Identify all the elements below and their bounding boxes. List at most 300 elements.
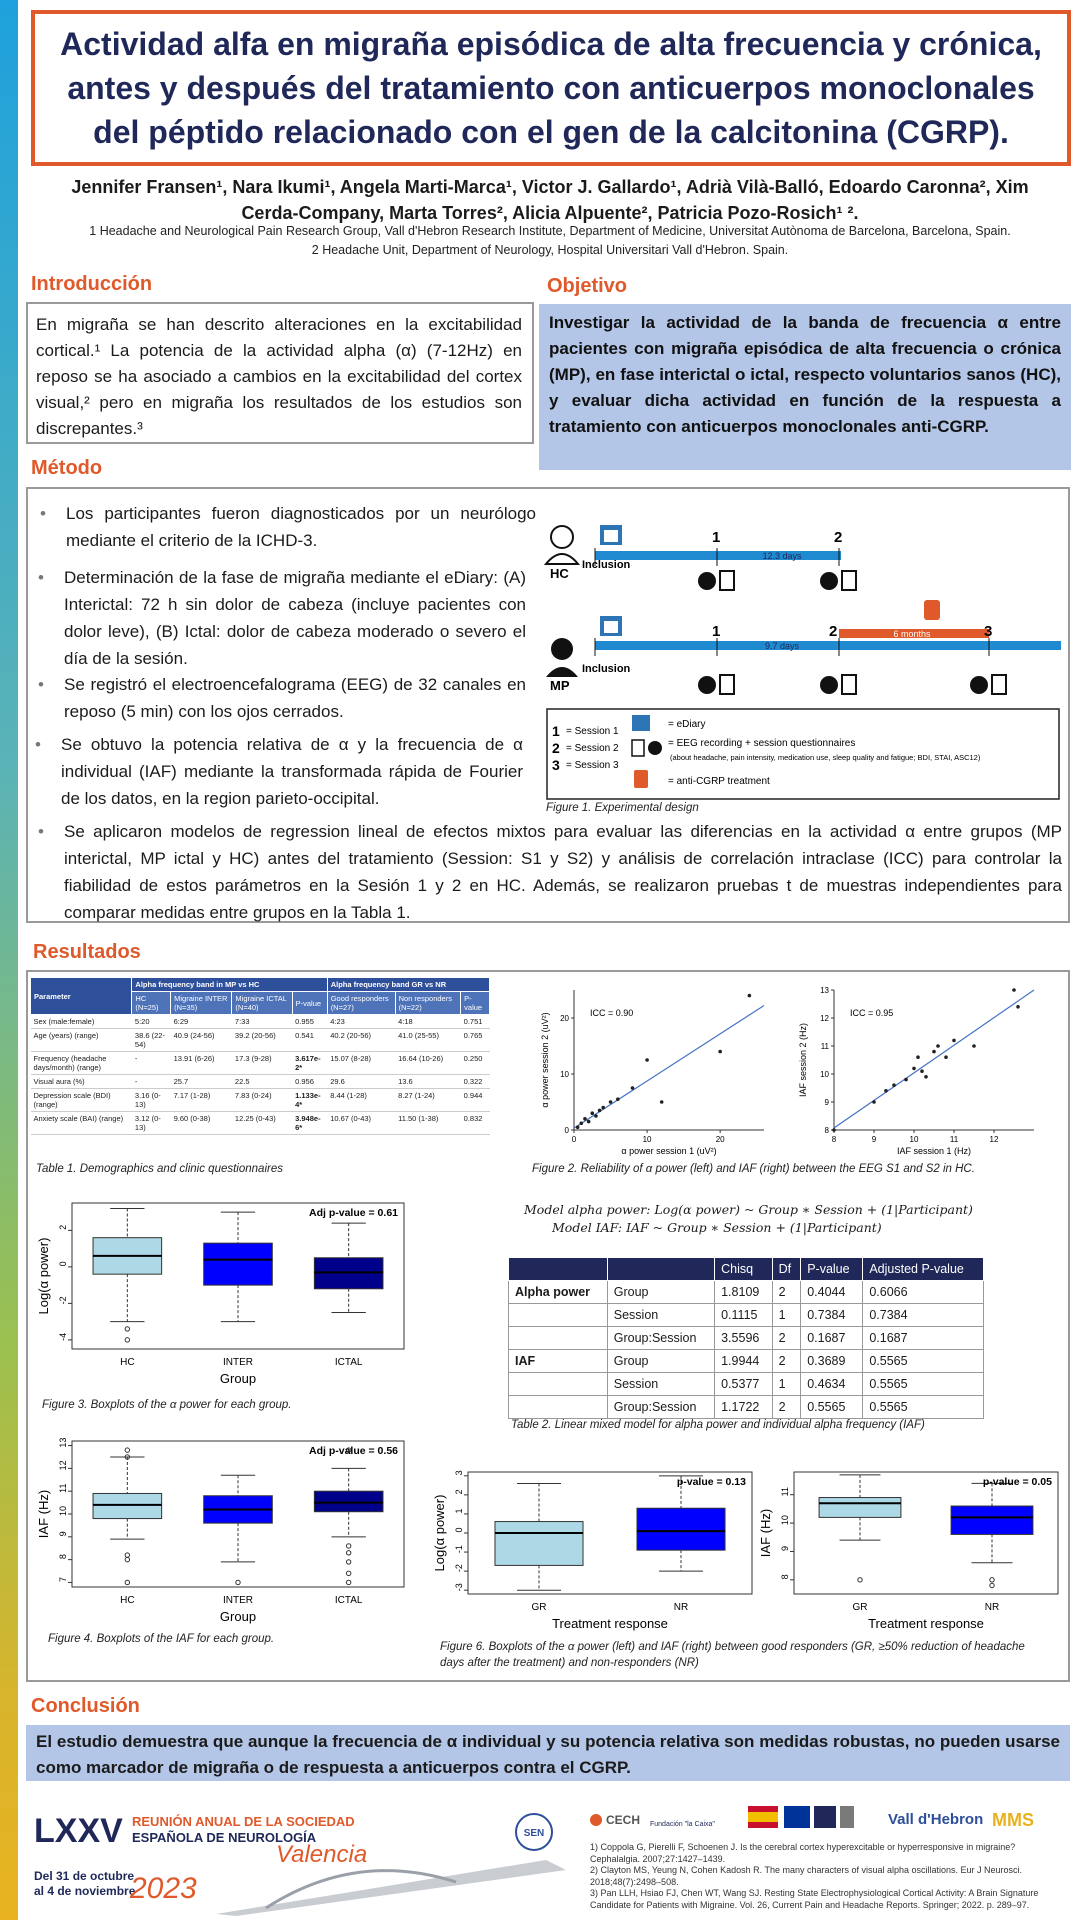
t2-cell: 0.1687	[863, 1327, 984, 1350]
hc-session-2: 2	[834, 529, 843, 546]
t1-cell: 13.91 (6-26)	[171, 1052, 232, 1075]
y-axis-label: IAF session 2 (Hz)	[798, 1022, 808, 1098]
t2-row	[509, 1327, 984, 1350]
x-axis-label: Group	[219, 1371, 257, 1386]
t1-cell: 1.133e-4*	[292, 1089, 327, 1112]
y-tick-label: 7	[58, 1576, 68, 1582]
t2-row	[509, 1396, 984, 1419]
metodo-bullet-3: • Se registró el electroencefalograma (EEG) de 32 canales en reposo (5 min) con los ojos cerrados.	[64, 671, 526, 725]
figure-4-boxplot	[34, 1435, 414, 1631]
t1-cell: Depression scale (BDI) (range)	[31, 1089, 132, 1112]
poster-title-box	[31, 10, 1071, 166]
resultados-heading: Resultados	[33, 941, 141, 963]
y-tick-label: 2	[58, 1224, 68, 1230]
objetivo-heading: Objetivo	[547, 275, 628, 297]
t1-cell: 0.751	[461, 1015, 490, 1029]
t1-cell: 15.07 (8-28)	[327, 1052, 395, 1075]
figure-3-boxplot	[34, 1197, 414, 1393]
figure-6-boxplot-alpha	[430, 1466, 760, 1634]
scatter-point	[609, 1100, 613, 1104]
t2-row	[509, 1373, 984, 1396]
x-tick-label: HC	[120, 1357, 135, 1368]
p-value-label: Adj p-value = 0.56	[309, 1445, 398, 1457]
t1-subheader: Migraine INTER (N=35)	[171, 992, 232, 1015]
y-tick-label: 12	[58, 1460, 68, 1471]
metodo-heading: Método	[31, 457, 103, 479]
t1-row	[31, 1015, 490, 1029]
y-tick-label: 10	[560, 1070, 569, 1079]
scatter-point	[718, 1050, 722, 1054]
t2-cell: 0.5565	[863, 1396, 984, 1419]
x-tick-label: 20	[715, 1135, 725, 1144]
scatter-point	[576, 1125, 580, 1129]
x-tick-label: HC	[120, 1595, 135, 1606]
congress-year: 2023	[130, 1872, 197, 1905]
t2-cell: 1	[772, 1304, 801, 1327]
y-tick-label: -3	[454, 1583, 464, 1592]
authors-line-1: Jennifer Fransen¹, Nara Ikumi¹, Angela Marti-Marca¹, Victor J. Gallardo¹, Adrià Vilà-Balló, Edoardo Caronna², Xim	[71, 177, 1029, 197]
t2-cell: Alpha power	[509, 1281, 608, 1304]
figure-6-caption-line-1: Figure 6. Boxplots of the α power (left) and IAF (right) between good responders (GR, ≥50% reduction of headache	[440, 1641, 1025, 1653]
scatter-point	[594, 1114, 598, 1118]
t2-cell: 0.7384	[863, 1304, 984, 1327]
legend-num-3: 3	[552, 757, 560, 773]
hc-person-icon	[546, 526, 578, 564]
box-gr	[819, 1498, 901, 1518]
boxplot-alpha-power-group	[36, 1203, 404, 1386]
t1-cell: 12.25 (0-43)	[232, 1112, 292, 1135]
t2-cell: 0.5565	[863, 1350, 984, 1373]
t2-cell	[509, 1304, 608, 1327]
scatter-point	[616, 1097, 620, 1101]
t1-cell: -	[132, 1075, 171, 1089]
scatter-point	[590, 1111, 594, 1115]
y-tick-label: 11	[780, 1487, 790, 1497]
table-1	[30, 977, 490, 1135]
sen-logo-text: SEN	[523, 1828, 545, 1839]
institution-logo	[840, 1806, 854, 1828]
box-nr	[951, 1506, 1033, 1534]
t1-cell: 0.322	[461, 1075, 490, 1089]
y-tick-label: 10	[780, 1515, 790, 1526]
t1-cell: 0.765	[461, 1029, 490, 1052]
mp-timeline-bar	[595, 641, 1061, 650]
y-tick-label: 10	[820, 1070, 829, 1079]
t2-row	[509, 1281, 984, 1304]
y-tick-label: 10	[58, 1505, 68, 1517]
footer-congress-banner	[26, 1790, 586, 1918]
x-tick-label: 0	[571, 1135, 577, 1144]
scatter-point	[1016, 1005, 1020, 1009]
fundacion-logo: Fundación "la Caixa"	[650, 1821, 715, 1828]
scatter-point	[912, 1067, 916, 1071]
t2-cell: 0.5565	[863, 1373, 984, 1396]
y-tick-label: 9	[780, 1545, 790, 1551]
t2-cell	[509, 1327, 608, 1350]
figure-3-caption: Figure 3. Boxplots of the α power for each group.	[42, 1399, 292, 1411]
x-axis-label: Treatment response	[868, 1616, 984, 1631]
y-tick-label: 1	[454, 1508, 464, 1514]
reference-3: 3) Pan LLH, Hsiao FJ, Chen WT, Wang SJ. Resting State Electrophysiological Cortical Activity: A Brain Signature Candidate for Patients with Migraine. Vol. 26, Current Pain and Headache Reports. Springer; 2022. p. 289–97.	[590, 1888, 1039, 1910]
t1-cell: -	[132, 1052, 171, 1075]
congress-city: Valencia	[276, 1841, 368, 1868]
congress-number: LXXV	[34, 1812, 123, 1850]
mms-logo: MMS	[992, 1810, 1034, 1830]
t2-cell: 1.1722	[715, 1396, 772, 1419]
calendar-icon-grid	[604, 621, 618, 633]
y-tick-label: -2	[454, 1564, 464, 1573]
head-eeg-icon	[820, 571, 856, 590]
t2-header-cell: Df	[772, 1258, 801, 1281]
scatter-point	[601, 1106, 605, 1110]
boxplot-iaf-response	[758, 1472, 1058, 1631]
icc-label: ICC = 0.90	[590, 1008, 634, 1018]
t1-cell: 40.9 (24-56)	[171, 1029, 232, 1052]
t1-cell: 3.948e-6*	[292, 1112, 327, 1135]
t1-cell: 40.2 (20-56)	[327, 1029, 395, 1052]
t1-row	[31, 1112, 490, 1135]
t1-row	[31, 1052, 490, 1075]
t2-cell: Session	[607, 1304, 714, 1327]
y-tick-label: 20	[560, 1014, 569, 1023]
legend-ediary: = eDiary	[668, 719, 706, 730]
footer-sponsor-logos	[588, 1800, 1066, 1840]
scatter-point	[660, 1100, 664, 1104]
icc-label: ICC = 0.95	[850, 1008, 894, 1018]
t2-cell: 2	[772, 1281, 801, 1304]
scatter-alpha-power	[540, 990, 764, 1156]
t2-cell: Group:Session	[607, 1396, 714, 1419]
objetivo-text: Investigar la actividad de la banda de frecuencia α entre pacientes con migraña episódica de alta frecuencia o crónica (MP), en fase interictal o ictal, respecto voluntarios sanos (HC), y evaluar dicha actividad en función de la respuesta a tratamiento con anticuerpos monoclonales anti-CGRP.	[539, 304, 1071, 470]
t2-cell: 0.1687	[801, 1327, 863, 1350]
t1-subheader: Good responders (N=27)	[327, 992, 395, 1015]
y-tick-label: 0	[564, 1126, 569, 1135]
figure-4-caption: Figure 4. Boxplots of the IAF for each group.	[48, 1633, 275, 1645]
t1-cell: 0.955	[292, 1015, 327, 1029]
congress-title-1: REUNIÓN ANUAL DE LA SOCIEDAD	[132, 1814, 355, 1829]
x-tick-label: NR	[673, 1602, 689, 1613]
legend-eeg-sub: (about headache, pain intensity, medication use, sleep quality and fatigue; BDI, STAI, ASC12)	[670, 753, 981, 762]
vall-hebron-logo: Vall d'Hebron	[888, 1811, 984, 1828]
box-hc	[93, 1493, 162, 1518]
intro-heading: Introducción	[31, 273, 153, 295]
legend-session-1: = Session 1	[566, 726, 619, 737]
y-axis-label: IAF (Hz)	[758, 1508, 773, 1558]
t1-cell: Visual aura (%)	[31, 1075, 132, 1089]
figure-1-caption: Figure 1. Experimental design	[546, 802, 699, 814]
intro-text: En migraña se han descrito alteraciones en la excitabilidad cortical.¹ La potencia de la actividad alpha (α) (7-12Hz) en reposo se ha asociado a cambios en la excitabilidad del cortex visual,² pero en migraña los resultados de los estudios son discrepantes.³	[36, 315, 522, 438]
y-tick-label: 8	[824, 1126, 829, 1135]
t1-cell: 5:20	[132, 1015, 171, 1029]
y-tick-label: 13	[820, 986, 829, 995]
affiliation-1: 1 Headache and Neurological Pain Research Group, Vall d'Hebron Research Institute, Department of Medicine, Universitat Autònoma de Barcelona, Barcelona, Spain.	[89, 224, 1011, 238]
metodo-bullet-4: • Se obtuvo la potencia relativa de α y la frecuencia de α individual (IAF) mediante la transformada rápida de Fourier de los datos, en la region parieto-occipital.	[61, 731, 523, 812]
hc-label: HC	[550, 566, 569, 581]
y-tick-label: 0	[454, 1527, 464, 1533]
figure-6-caption-line-2: days after the treatment) and non-responders (NR)	[440, 1657, 699, 1669]
t1-cell: 4:23	[327, 1015, 395, 1029]
hc-inclusion-label: Inclusion	[582, 559, 631, 571]
t1-cell: 0.956	[292, 1075, 327, 1089]
mp-days-label: 9.7 days	[764, 641, 800, 651]
bullet-dot: •	[38, 822, 44, 841]
p-value-label: p-value = 0.13	[676, 1476, 746, 1488]
figure-2-caption: Figure 2. Reliability of α power (left) and IAF (right) between the EEG S1 and S2 in HC.	[532, 1163, 975, 1175]
y-tick-label: 8	[58, 1554, 68, 1560]
t1-header-group-1: Alpha frequency band in MP vs HC	[132, 978, 327, 992]
t2-cell: 0.4634	[801, 1373, 863, 1396]
y-axis-label: Log(α power)	[36, 1237, 51, 1315]
t2-cell: Session	[607, 1373, 714, 1396]
months-label: 6 months	[893, 629, 931, 639]
t1-subheader: Non responders (N=22)	[395, 992, 461, 1015]
t1-cell: 29.6	[327, 1075, 395, 1089]
x-axis-label: IAF session 1 (Hz)	[896, 1146, 972, 1156]
poster-title: Actividad alfa en migraña episódica de alta frecuencia y crónica, antes y después del tratamiento con anticuerpos monoclonales del péptido relacionado con el gen de la calcitonina (CGRP).	[60, 26, 1042, 150]
t1-cell: 0.541	[292, 1029, 327, 1052]
t1-header-group-2: Alpha frequency band GR vs NR	[327, 978, 489, 992]
t1-row	[31, 1089, 490, 1112]
bullet-dot: •	[38, 568, 44, 587]
hc-days-label: 12.3 days	[762, 551, 802, 561]
congress-dates-1: Del 31 de octubre	[34, 1869, 135, 1883]
mp-session-3: 3	[984, 623, 993, 640]
t2-cell: Group	[607, 1281, 714, 1304]
bullet-dot: •	[38, 675, 44, 694]
y-tick-label: 13	[58, 1437, 68, 1448]
box-inter	[204, 1243, 273, 1285]
y-tick-label: 2	[454, 1489, 464, 1495]
x-tick-label: 12	[989, 1135, 999, 1144]
x-tick-label: 8	[831, 1135, 837, 1144]
t2-cell: 0.5377	[715, 1373, 772, 1396]
eu-logo	[784, 1806, 810, 1828]
table-2-body	[509, 1281, 984, 1419]
t2-cell: Group:Session	[607, 1327, 714, 1350]
boxplot-alpha-power-response	[432, 1470, 752, 1631]
legend-medication-icon	[634, 770, 648, 788]
x-tick-label: GR	[852, 1602, 868, 1613]
t1-cell: 22.5	[232, 1075, 292, 1089]
t2-row	[509, 1304, 984, 1327]
scatter-point	[932, 1050, 936, 1054]
y-tick-label: 0	[58, 1261, 68, 1267]
y-axis-label: α power session 2 (uV²)	[540, 1012, 550, 1108]
t2-cell: 0.7384	[801, 1304, 863, 1327]
experimental-design-figure	[542, 512, 1062, 812]
y-tick-label: -1	[454, 1545, 464, 1554]
t2-cell: 0.4044	[801, 1281, 863, 1304]
scatter-point	[1012, 988, 1016, 992]
head-eeg-icon	[698, 571, 734, 590]
t1-cell: 4:18	[395, 1015, 461, 1029]
authors	[30, 174, 1070, 226]
y-axis-label: Log(α power)	[432, 1494, 447, 1572]
t1-cell: Age (years) (range)	[31, 1029, 132, 1052]
t1-cell: 6:29	[171, 1015, 232, 1029]
scatter-point	[583, 1117, 587, 1121]
t2-cell: 3.5596	[715, 1327, 772, 1350]
bullet-dot: •	[35, 735, 41, 754]
t1-cell: Sex (male:female)	[31, 1015, 132, 1029]
x-tick-label: INTER	[223, 1357, 253, 1368]
t1-cell: Frequency (headache days/month) (range)	[31, 1052, 132, 1075]
t1-subheader: P-value	[292, 992, 327, 1015]
reference-1: 1) Coppola G, Pierelli F, Schoenen J. Is the cerebral cortex hyperexcitable or hyperresponsive in migraine? Cephalalgia. 2007;27:1427–1439.	[590, 1842, 1016, 1864]
t1-cell: 3.617e-2*	[292, 1052, 327, 1075]
t2-cell: 1.9944	[715, 1350, 772, 1373]
scatter-point	[587, 1120, 591, 1124]
legend-calendar-icon	[632, 715, 650, 731]
t1-cell: 3.16 (0-13)	[132, 1089, 171, 1112]
t1-cell: 7:33	[232, 1015, 292, 1029]
t1-cell: 41.0 (25-55)	[395, 1029, 461, 1052]
mp-session-1: 1	[712, 623, 721, 640]
box-nr	[637, 1508, 725, 1550]
y-tick-label: 8	[780, 1574, 790, 1580]
t2-header-cell: Chisq	[715, 1258, 772, 1281]
y-tick-label: 11	[820, 1042, 829, 1051]
t1-cell: 17.3 (9-28)	[232, 1052, 292, 1075]
scatter-point	[748, 994, 752, 998]
t2-header-cell: Adjusted P-value	[863, 1258, 984, 1281]
x-tick-label: ICTAL	[334, 1595, 363, 1606]
table-2-caption: Table 2. Linear mixed model for alpha power and individual alpha frequency (IAF)	[511, 1419, 925, 1431]
t1-subheader: HC (N=25)	[132, 992, 171, 1015]
t2-header-cell: P-value	[801, 1258, 863, 1281]
figure-2-scatter-plots	[534, 980, 1054, 1164]
scatter-point	[884, 1089, 888, 1093]
t2-cell: 2	[772, 1327, 801, 1350]
isciii-logo	[814, 1806, 836, 1828]
t1-cell: 8.44 (1-28)	[327, 1089, 395, 1112]
t1-cell: 7.83 (0-24)	[232, 1089, 292, 1112]
t1-row	[31, 1029, 490, 1052]
x-tick-label: 9	[871, 1135, 877, 1144]
authors-line-2: Cerda-Company, Marta Torres², Alicia Alpuente², Patricia Pozo-Rosich¹ ².	[241, 203, 859, 223]
t2-cell: 1	[772, 1373, 801, 1396]
scatter-point	[872, 1100, 876, 1104]
t1-cell: 38.6 (22-54)	[132, 1029, 171, 1052]
t2-cell: 2	[772, 1350, 801, 1373]
t2-cell: 0.5565	[801, 1396, 863, 1419]
cech-logo: CECH	[606, 1813, 641, 1827]
scatter-point	[924, 1075, 928, 1079]
scatter-point	[916, 1055, 920, 1059]
t2-cell: 0.3689	[801, 1350, 863, 1373]
head-eeg-icon	[698, 675, 734, 694]
t1-cell: 16.64 (10-26)	[395, 1052, 461, 1075]
p-value-label: Adj p-value = 0.61	[309, 1207, 398, 1219]
legend-num-2: 2	[552, 740, 560, 756]
y-axis-label: IAF (Hz)	[36, 1489, 51, 1539]
t1-cell: 0.944	[461, 1089, 490, 1112]
box-gr	[495, 1522, 583, 1566]
t1-cell: 0.250	[461, 1052, 490, 1075]
head-eeg-icon	[970, 675, 1006, 694]
y-tick-label: 9	[58, 1531, 68, 1537]
t1-cell: Anxiety scale (BAI) (range)	[31, 1112, 132, 1135]
calendar-icon-grid	[604, 530, 618, 542]
metodo-bullet-1: • Los participantes fueron diagnosticados por un neurólogo mediante el criterio de la ICHD-3.	[66, 500, 536, 554]
head-eeg-icon	[820, 675, 856, 694]
t1-cell: 13.6	[395, 1075, 461, 1089]
y-tick-label: -2	[58, 1296, 68, 1305]
boxplot-iaf-group	[36, 1438, 404, 1624]
t2-cell: IAF	[509, 1350, 608, 1373]
t1-cell: 8.27 (1-24)	[395, 1089, 461, 1112]
x-tick-label: 10	[642, 1135, 652, 1144]
y-tick-label: -4	[58, 1332, 68, 1341]
t1-cell: 7.17 (1-28)	[171, 1089, 232, 1112]
bullet-dot: •	[40, 504, 46, 523]
conclusion-text: El estudio demuestra que aunque la frecuencia de α individual y su potencia relativa son medidas robustas, no pueden usarse como marcador de migraña o de respuesta a anticuerpos contra el CGRP.	[26, 1725, 1070, 1781]
mp-person-icon	[546, 638, 578, 677]
p-value-label: p-value = 0.05	[982, 1476, 1052, 1488]
legend-session-2: = Session 2	[566, 743, 619, 754]
table-1-body	[31, 1015, 490, 1135]
spain-gov-logo-stripe	[748, 1812, 778, 1822]
hc-session-1: 1	[712, 529, 721, 546]
congress-title-2: ESPAÑOLA DE NEUROLOGÍA	[132, 1830, 317, 1845]
mp-inclusion-label: Inclusion	[582, 663, 631, 675]
t2-cell: 0.6066	[863, 1281, 984, 1304]
legend-session-3: = Session 3	[566, 760, 619, 771]
scatter-point	[832, 1128, 836, 1132]
t1-cell: 11.50 (1-38)	[395, 1112, 461, 1135]
hc-timeline-bar	[595, 551, 841, 560]
scatter-point	[952, 1039, 956, 1043]
x-axis-label: Group	[219, 1609, 257, 1624]
y-tick-label: 3	[454, 1470, 464, 1476]
model-iaf: Model IAF: IAF ~ Group ∗ Session + (1|Participant)	[552, 1220, 882, 1235]
box-ictal	[314, 1491, 383, 1512]
t2-cell	[509, 1396, 608, 1419]
legend-head-icon	[648, 741, 662, 755]
conclusion-heading: Conclusión	[31, 1695, 140, 1717]
regression-line	[574, 1006, 764, 1129]
t2-cell: 0.1115	[715, 1304, 772, 1327]
t1-subheader: P-value	[461, 992, 490, 1015]
scatter-point	[645, 1058, 649, 1062]
mp-session-2: 2	[829, 623, 838, 640]
t1-cell: 3.12 (0-13)	[132, 1112, 171, 1135]
affiliation-2: 2 Headache Unit, Department of Neurology, Hospital Universitari Vall d'Hebron. Spain.	[311, 243, 789, 257]
y-tick-label: 12	[820, 1014, 829, 1023]
legend-treatment: = anti-CGRP treatment	[668, 776, 770, 787]
t2-cell: 2	[772, 1396, 801, 1419]
scatter-point	[892, 1083, 896, 1087]
congress-dates-2: al 4 de noviembre	[34, 1884, 136, 1898]
model-alpha-power: Model alpha power: Log(α power) ~ Group ∗ Session + (1|Participant)	[524, 1202, 973, 1217]
table-2-header	[509, 1258, 984, 1281]
scatter-point	[972, 1044, 976, 1048]
t2-header-cell	[509, 1258, 608, 1281]
t1-header-parameter: Parameter	[31, 978, 132, 1015]
scatter-iaf	[798, 986, 1034, 1156]
cech-logo-mark	[590, 1814, 602, 1826]
metodo-bullet-5: • Se aplicaron modelos de regression lineal de efectos mixtos para evaluar las diferencias en la actividad α entre grupos (MP interictal, MP ictal y HC) antes del tratamiento (Session: S1 y S2) y análisis de correlación intraclase (ICC) para controlar la fiabilidad de estos parámetros en la Sesión 1 y 2 en HC. Además, se realizaron pruebas t de muestras independientes para comparar medidas entre grupos en la Tabla 1.	[64, 818, 1062, 926]
t1-cell: 39.2 (20-56)	[232, 1029, 292, 1052]
legend-num-1: 1	[552, 723, 560, 739]
y-tick-label: 9	[824, 1098, 829, 1107]
t1-row	[31, 1075, 490, 1089]
scatter-point	[580, 1121, 584, 1125]
scatter-point	[944, 1055, 948, 1059]
x-axis-label: Treatment response	[552, 1616, 668, 1631]
scatter-point	[598, 1109, 602, 1113]
t1-cell: 0.832	[461, 1112, 490, 1135]
